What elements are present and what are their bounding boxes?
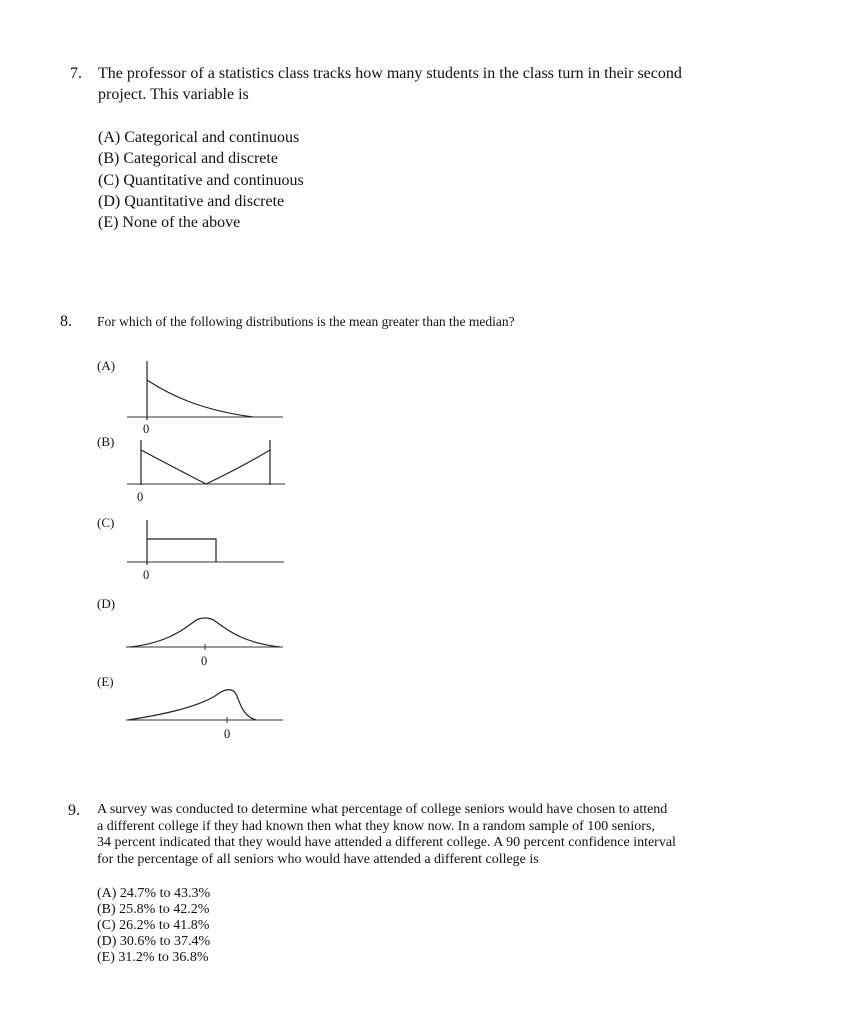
graph-b <box>127 440 285 485</box>
graph-a <box>127 361 283 420</box>
answer-option-d: (D) Quantitative and discrete <box>98 193 285 210</box>
graph-label-e: (E) <box>97 674 114 689</box>
question-text-line: for the percentage of all seniors who would have attended a different college is <box>97 852 539 867</box>
question-text-line: The professor of a statistics class tracks how many students in the class turn in their second <box>98 65 682 82</box>
graph-c <box>127 520 284 565</box>
zero-label-c: 0 <box>143 568 150 582</box>
graph-d <box>126 618 283 650</box>
question-text-line: 34 percent indicated that they would have attended a different college. A 90 percent confidence interval <box>97 835 676 850</box>
question-text: For which of the following distributions is the mean greater than the median? <box>97 314 515 329</box>
graph-label-a: (A) <box>97 358 116 373</box>
zero-label-b: 0 <box>137 490 144 504</box>
answer-option-e: (E) None of the above <box>98 214 241 231</box>
graph-label-b: (B) <box>97 434 115 449</box>
answer-option-d: (D) 30.6% to 37.4% <box>97 934 211 949</box>
question-text-line: project. This variable is <box>98 86 249 103</box>
answer-option-e: (E) 31.2% to 36.8% <box>97 950 209 965</box>
question-number: 8. <box>60 313 72 330</box>
zero-label-e: 0 <box>224 727 231 741</box>
zero-label-a: 0 <box>143 422 150 436</box>
graph-label-d: (D) <box>97 596 116 611</box>
question-text-line: a different college if they had known then what they know now. In a random sample of 100 seniors, <box>97 819 655 834</box>
graph-e <box>126 690 283 723</box>
zero-label-d: 0 <box>201 654 208 668</box>
question-text-line: A survey was conducted to determine what percentage of college seniors would have chosen to attend <box>97 802 668 817</box>
answer-option-c: (C) 26.2% to 41.8% <box>97 918 210 933</box>
answer-option-c: (C) Quantitative and continuous <box>98 172 304 189</box>
answer-option-a: (A) 24.7% to 43.3% <box>97 886 211 901</box>
answer-option-a: (A) Categorical and continuous <box>98 129 300 146</box>
answer-option-b: (B) 25.8% to 42.2% <box>97 902 210 917</box>
question-number: 7. <box>70 65 82 82</box>
question-number: 9. <box>68 802 80 819</box>
answer-option-b: (B) Categorical and discrete <box>98 150 278 167</box>
graph-label-c: (C) <box>97 515 115 530</box>
